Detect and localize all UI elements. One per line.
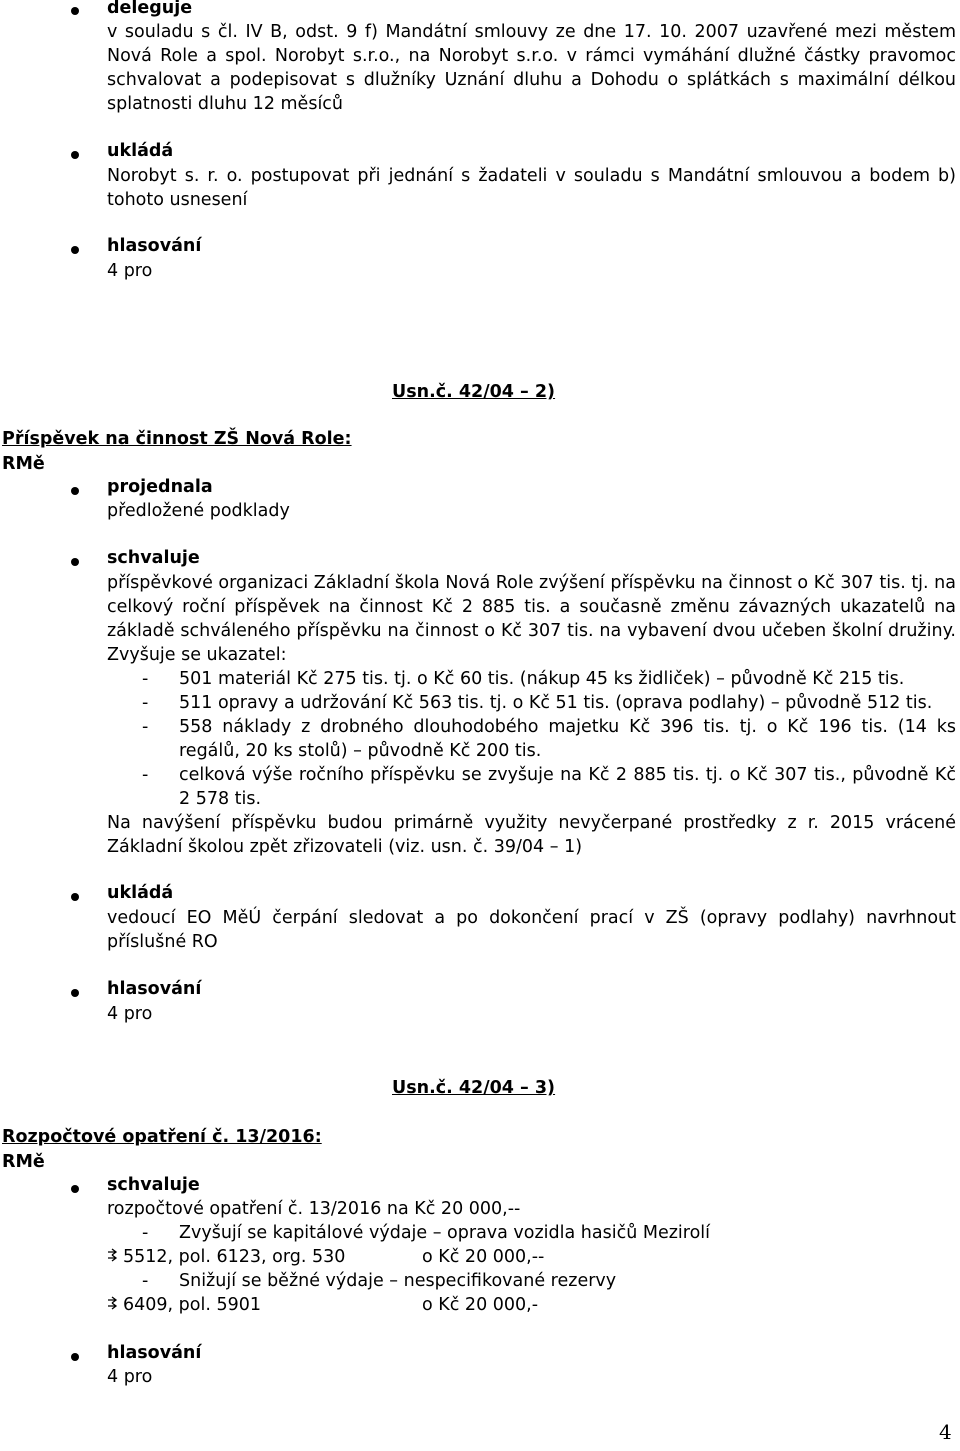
section-title: Rozpočtové opatření č. 13/2016: <box>2 1127 322 1147</box>
budget-item-increase-amount: o Kč 20 000,-- <box>422 1247 545 1267</box>
dash-marker: - <box>142 1271 149 1291</box>
bullet-icon <box>71 893 79 901</box>
budget-item-increase-code: 5512, pol. 6123, org. 530 <box>123 1247 346 1267</box>
uklada-line-2: tohoto usnesení <box>107 190 248 210</box>
vote-result: 4 pro <box>107 261 153 281</box>
schvaluje-line-2: celkový roční příspěvek na činnost Kč 2 885 tis. a současně změnu závazných ukazatelů na <box>107 597 956 617</box>
bullet-icon <box>71 558 79 566</box>
arrow-right-icon <box>107 1295 119 1311</box>
indicator-item-501: 501 materiál Kč 275 tis. tj. o Kč 60 tis. (nákup 45 ks židliček) – původně Kč 215 tis. <box>179 669 905 689</box>
uklada-line-2: příslušné RO <box>107 932 218 952</box>
deleguje-line-4: splatnosti dluhu 12 měsíců <box>107 94 344 114</box>
budget-item-decrease-amount: o Kč 20 000,- <box>422 1295 539 1315</box>
uklada-heading: ukládá <box>107 883 174 903</box>
deleguje-line-3: schvalovat a podepisovat s dlužníky Uznání dluhu a Dohodu o splátkách s maximální délkou <box>107 70 956 90</box>
indicator-item-total-cont: 2 578 tis. <box>179 789 262 809</box>
schvaluje-line-1: příspěvkové organizaci Základní škola Nová Role zvýšení příspěvku na činnost o Kč 307 tis. tj. na <box>107 573 956 593</box>
deleguje-heading: deleguje <box>107 0 193 18</box>
arrow-right-icon <box>107 1295 119 1316</box>
page-number: 4 <box>939 1420 952 1444</box>
hlasovani-heading: hlasování <box>107 979 202 999</box>
schvaluje-text: rozpočtové opatření č. 13/2016 na Kč 20 000,-- <box>107 1199 521 1219</box>
bullet-icon <box>71 989 79 997</box>
bullet-icon <box>71 7 79 15</box>
schvaluje-heading: schvaluje <box>107 548 200 568</box>
deleguje-line-2: Nová Role a spol. Norobyt s.r.o., na Norobyt s.r.o. v rámci vymáhání dlužné částky pravomoc <box>107 46 956 66</box>
dash-marker: - <box>142 693 149 713</box>
bullet-icon <box>71 1353 79 1361</box>
indicator-label: Zvyšuje se ukazatel: <box>107 645 287 665</box>
bullet-icon <box>71 487 79 495</box>
resolution-number: Usn.č. 42/04 – 2) <box>392 382 556 402</box>
uklada-heading: ukládá <box>107 141 174 161</box>
council-label: RMě <box>2 454 45 474</box>
projednala-text: předložené podklady <box>107 501 290 521</box>
hlasovani-heading: hlasování <box>107 236 202 256</box>
council-label: RMě <box>2 1152 45 1172</box>
budget-item-increase: Zvyšují se kapitálové výdaje – oprava vozidla hasičů Mezirolí <box>179 1223 711 1243</box>
dash-marker: - <box>142 717 149 737</box>
budget-item-decrease-code: 6409, pol. 5901 <box>123 1295 262 1315</box>
vote-result: 4 pro <box>107 1367 153 1387</box>
bullet-icon <box>71 1185 79 1193</box>
uklada-line-1: vedoucí EO MěÚ čerpání sledovat a po dokončení prací v ZŠ (opravy podlahy) navrhnout <box>107 908 956 928</box>
schvaluje-line-3: základě schváleného příspěvku na činnost o Kč 307 tis. na vybavení dvou učeben školní družiny. <box>107 621 956 641</box>
arrow-right-icon <box>107 1247 119 1268</box>
hlasovani-heading: hlasování <box>107 1343 202 1363</box>
bullet-icon <box>71 246 79 254</box>
indicator-item-total: celková výše ročního příspěvku se zvyšuje na Kč 2 885 tis. tj. o Kč 307 tis., původně Kč <box>179 765 956 785</box>
projednala-heading: projednala <box>107 477 213 497</box>
dash-marker: - <box>142 1223 149 1243</box>
arrow-right-icon <box>107 1247 119 1263</box>
indicator-item-558: 558 náklady z drobného dlouhodobého majetku Kč 396 tis. tj. o Kč 196 tis. (14 ks <box>179 717 956 737</box>
uklada-line-1: Norobyt s. r. o. postupovat při jednání s žadateli v souladu s Mandátní smlouvou a bodem b) <box>107 166 956 186</box>
schvaluje-heading: schvaluje <box>107 1175 200 1195</box>
dash-marker: - <box>142 669 149 689</box>
indicator-item-558-cont: regálů, 20 ks stolů) – původně Kč 200 tis. <box>179 741 542 761</box>
indicator-item-511: 511 opravy a udržování Kč 563 tis. tj. o Kč 51 tis. (oprava podlahy) – původně 512 tis. <box>179 693 933 713</box>
bullet-icon <box>71 151 79 159</box>
budget-item-decrease: Snižují se běžné výdaje – nespecifikované rezervy <box>179 1271 617 1291</box>
navyseni-line-1: Na navýšení příspěvku budou primárně využity nevyčerpané prostředky z r. 2015 vrácené <box>107 813 956 833</box>
resolution-number: Usn.č. 42/04 – 3) <box>392 1078 556 1098</box>
vote-result: 4 pro <box>107 1004 153 1024</box>
navyseni-line-2: Základní školou zpět zřizovateli (viz. usn. č. 39/04 – 1) <box>107 837 583 857</box>
dash-marker: - <box>142 765 149 785</box>
deleguje-line-1: v souladu s čl. IV B, odst. 9 f) Mandátní smlouvy ze dne 17. 10. 2007 uzavřené mezi městem <box>107 22 956 42</box>
section-title: Příspěvek na činnost ZŠ Nová Role: <box>2 429 352 449</box>
